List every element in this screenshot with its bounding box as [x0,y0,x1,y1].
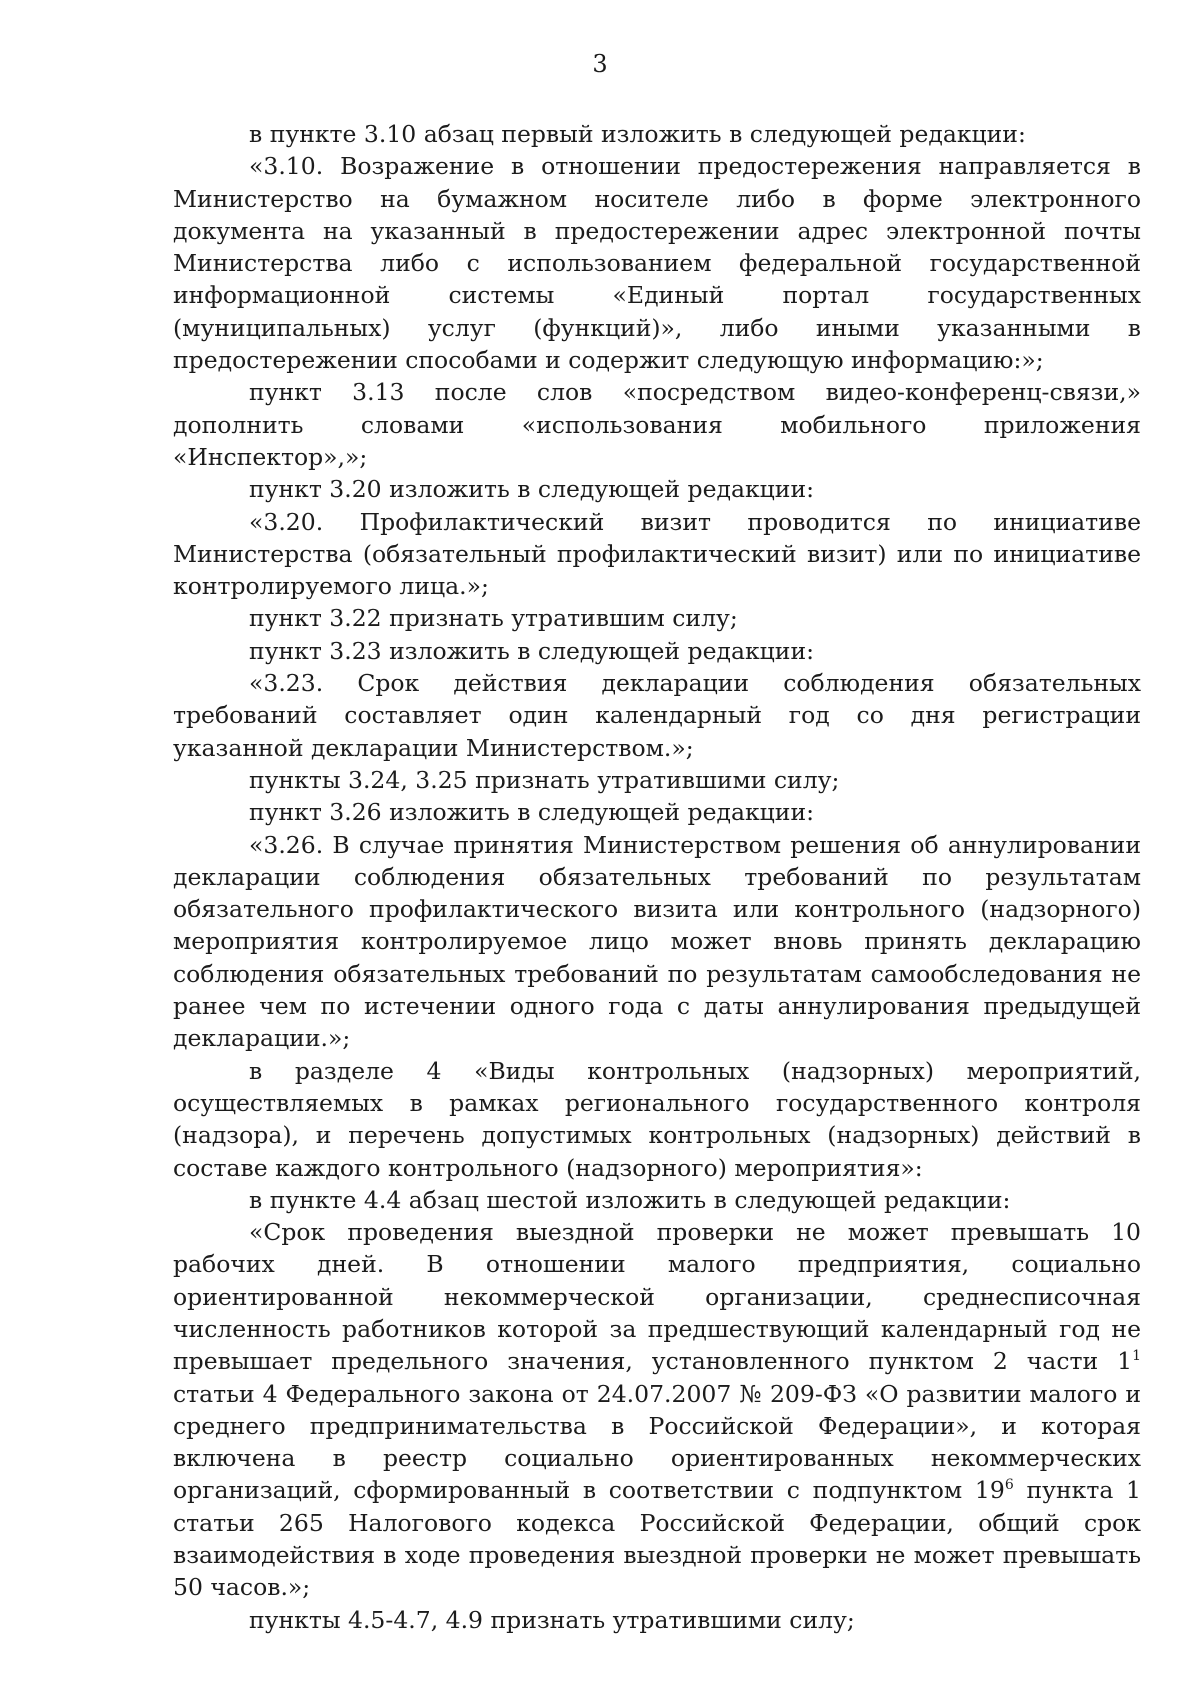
paragraph-3-26-intro: пункт 3.26 изложить в следующей редакции: [249,798,815,827]
paragraph-3-13: пункт 3.13 после слов «посредством видео-конференц-связи,» дополнить словами «использования мобильного приложения «Инспектор»,»; [173,378,1141,471]
superscript-1: 1 [1132,1348,1141,1365]
paragraph-4-5-4-9: пункты 4.5-4.7, 4.9 признать утратившими силу; [249,1605,855,1634]
paragraph-section-4: в разделе 4 «Виды контрольных (надзорных) мероприятий, осуществляемых в рамках регионального государственного контроля (надзора), и перечень допустимых контрольных (надзорных) действий в составе каждого контрольного (надзорного) мероприятия»: [173,1056,1141,1182]
paragraph-3-26-text: «3.26. В случае принятия Министерством решения об аннулировании декларации соблюдения обязательных требований по результатам обязательного профилактического визита или контрольного (надзорного) мероприятия контролируемое лицо может вновь принять декларацию соблюдения обязательных требований по результатам самообследования не ранее чем по истечении одного года с даты аннулирования предыдущей декларации.»; [173,830,1141,1053]
paragraph-4-4-part3: пункта 1 статьи 265 Налогового кодекса Российской Федерации, общий срок взаимодействия в ходе проведения выездной проверки не может превышать 50 часов.»; [173,1476,1141,1602]
paragraph-3-10-intro: в пункте 3.10 абзац первый изложить в следующей редакции: [249,120,1026,148]
paragraph-3-23-intro: пункт 3.23 изложить в следующей редакции: [249,636,815,665]
document-body [173,118,1141,1636]
paragraph-4-4-intro: в пункте 4.4 абзац шестой изложить в следующей редакции: [249,1185,1011,1214]
paragraph-3-24-3-25: пункты 3.24, 3.25 признать утратившими силу; [249,765,840,794]
paragraph-3-10-text: «3.10. Возражение в отношении предостережения направляется в Министерство на бумажном носителе либо в форме электронного документа на указанный в предостережении адрес электронной почты Министерства либо с использованием федеральной государственной информационной системы «Единый портал государственных (муниципальных) услуг (функций)», либо иными указанными в предостережении способами и содержит следующую информацию:»; [173,152,1141,375]
paragraph-3-20-text: «3.20. Профилактический визит проводится по инициативе Министерства (обязательный профилактический визит) или по инициативе контролируемого лица.»; [173,507,1141,601]
paragraph-4-4-part1: «Срок проведения выездной проверки не может превышать 10 рабочих дней. В отношении малого предприятия, социально ориентированной некоммерческой организации, среднесписочная численность работников которой за предшествующий календарный год не превышает предельного значения, установленного пунктом 2 части 1 [173,1218,1141,1376]
paragraph-4-4-part2: статьи 4 Федерального закона от 24.07.2007 № 209-ФЗ «О развитии малого и среднего предпринимательства в Российской Федерации», и которая включена в реестр социально ориентированных некоммерческих организаций, сформированный в соответствии с подпунктом 19 [173,1379,1141,1505]
page-number: 3 [592,50,608,78]
superscript-6: 6 [1004,1477,1014,1494]
paragraph-3-20-intro: пункт 3.20 изложить в следующей редакции: [249,475,815,504]
paragraph-3-22: пункт 3.22 признать утратившим силу; [249,604,738,633]
paragraph-4-4-text [173,1216,1141,1604]
paragraph-3-23-text: «3.23. Срок действия декларации соблюдения обязательных требований составляет один календарный год со дня регистрации указанной декларации Министерством.»; [173,669,1141,762]
